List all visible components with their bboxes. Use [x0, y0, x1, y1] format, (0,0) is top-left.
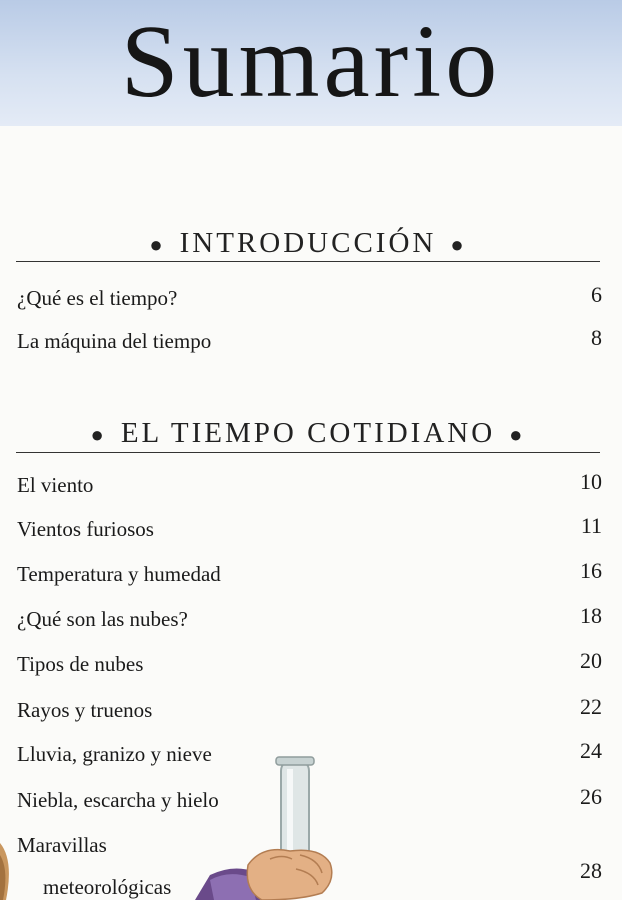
- toc-entry-label: Tipos de nubes: [17, 652, 144, 676]
- toc-entry-label: ¿Qué es el tiempo?: [17, 286, 178, 310]
- bullet-icon: ●: [149, 232, 166, 258]
- toc-entry-label: Lluvia, granizo y nieve: [17, 742, 212, 766]
- toc-entry-page: 22: [580, 694, 602, 719]
- bullet-icon: ●: [509, 422, 526, 448]
- toc-entry-page: 16: [580, 558, 602, 583]
- toc-entry-page: 28: [580, 858, 602, 883]
- toc-entry-label: Temperatura y humedad: [17, 562, 221, 586]
- section-heading-tiempo-cotidiano: [16, 416, 600, 452]
- section-heading-introduccion: [16, 226, 600, 262]
- toc-entry-label: ¿Qué son las nubes?: [17, 607, 188, 631]
- section-rule: [16, 261, 600, 262]
- section-heading-label: EL TIEMPO COTIDIANO: [120, 417, 496, 449]
- toc-entry-label: Vientos furiosos: [17, 517, 154, 541]
- toc-entry-label: El viento: [17, 473, 94, 497]
- toc-entry-page: 10: [580, 469, 602, 494]
- toc-entry-page: 18: [580, 603, 602, 628]
- hand-test-tube-illustration: [0, 755, 622, 900]
- toc-entry-label: La máquina del tiempo: [17, 329, 212, 353]
- toc-entry-page: 11: [580, 513, 602, 538]
- toc-entry-label: Maravillas: [17, 833, 107, 857]
- toc-entry-page: 6: [591, 282, 602, 307]
- toc-entry-label-continued: meteorológicas: [43, 875, 172, 899]
- toc-entry-label: Rayos y truenos: [17, 698, 153, 722]
- bullet-icon: ●: [90, 422, 107, 448]
- toc-entry-page: 8: [591, 325, 602, 350]
- section-rule: [16, 452, 600, 453]
- toc-entry-page: 24: [580, 738, 602, 763]
- toc-entry-page: 20: [580, 648, 602, 673]
- section-heading-label: INTRODUCCIÓN: [179, 227, 437, 259]
- page-title: Sumario: [120, 4, 502, 119]
- toc-entry-page: 26: [580, 784, 602, 809]
- toc-entry-label: Niebla, escarcha y hielo: [17, 788, 219, 812]
- bullet-icon: ●: [450, 232, 467, 258]
